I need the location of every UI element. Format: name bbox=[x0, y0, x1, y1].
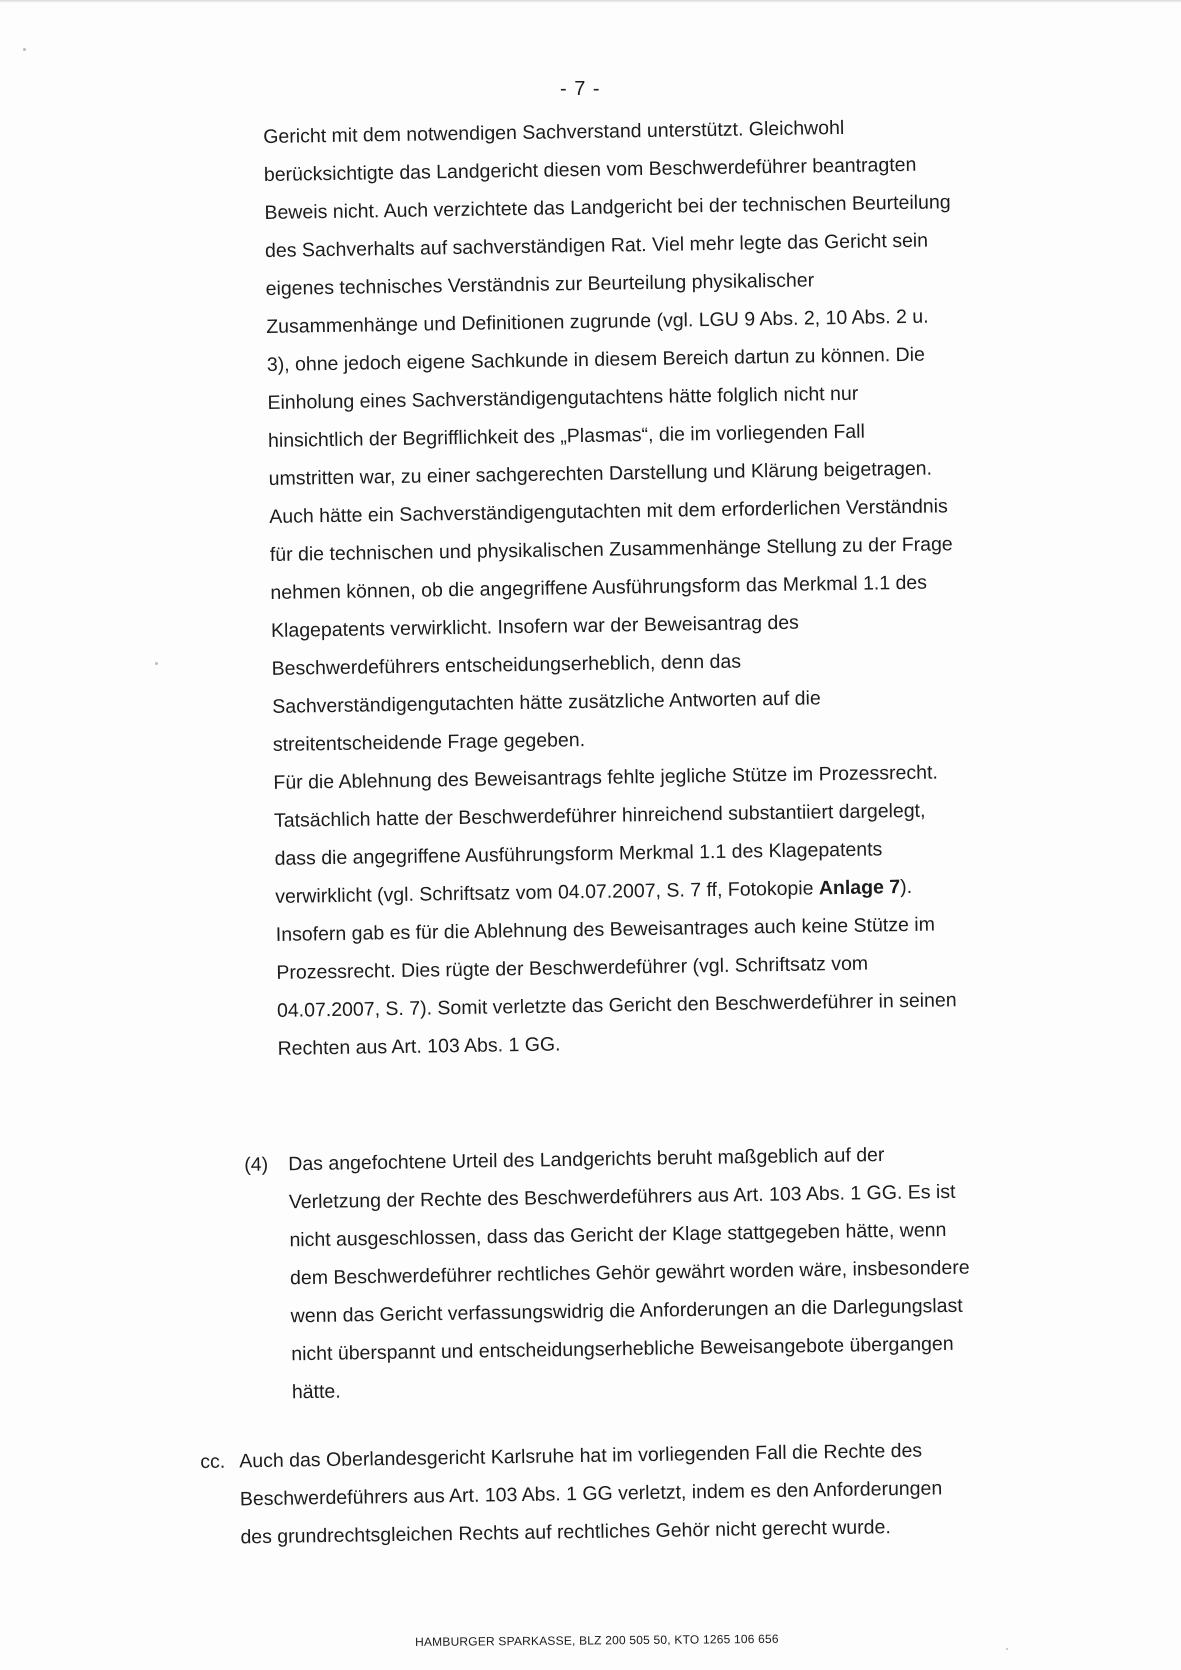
text-line: Beschwerdeführers entscheidungserheblich, denn das bbox=[271, 650, 742, 680]
text-line: Tatsächlich hatte der Beschwerdeführer hinreichend substantiiert dargelegt, bbox=[273, 799, 926, 832]
text-line: Das angefochtene Urteil des Landgerichts beruht maßgeblich auf der bbox=[288, 1143, 885, 1176]
text-line: 04.07.2007, S. 7). Somit verletzte das Gericht den Beschwerdeführer in seinen bbox=[276, 989, 957, 1022]
text-line: Insofern gab es für die Ablehnung des Beweisantrages auch keine Stütze im bbox=[275, 913, 936, 946]
text-line: Für die Ablehnung des Beweisantrags fehlte jegliche Stütze im Prozessrecht. bbox=[273, 761, 938, 794]
scan-speck bbox=[155, 662, 158, 665]
text-line: Klagepatents verwirklicht. Insofern war der Beweisantrag des bbox=[270, 611, 800, 642]
text-line: des grundrechtsgleichen Rechts auf rechtliches Gehör nicht gerecht wurde. bbox=[240, 1516, 891, 1549]
text-line: Verletzung der Rechte des Beschwerdeführers aus Art. 103 Abs. 1 GG. Es ist bbox=[288, 1180, 956, 1214]
text-line: wenn das Gericht verfassungswidrig die Anforderungen an die Darlegungslast bbox=[290, 1294, 963, 1328]
item-text bbox=[288, 1135, 972, 1412]
body-paragraph bbox=[263, 106, 1068, 1068]
scan-speck bbox=[23, 48, 26, 51]
scan-top-edge bbox=[0, 0, 1181, 3]
text-line: Gericht mit dem notwendigen Sachverstand unterstützt. Gleichwohl bbox=[263, 116, 845, 148]
scan-speck bbox=[1006, 1648, 1008, 1650]
text-line: Zusammenhänge und Definitionen zugrunde (vgl. LGU 9 Abs. 2, 10 Abs. 2 u. bbox=[266, 305, 929, 338]
text-line: des Sachverhalts auf sachverständigen Rat. Viel mehr legte das Gericht sein bbox=[264, 229, 929, 262]
section-marker: cc. bbox=[200, 1450, 226, 1473]
annex-reference: Anlage 7 bbox=[818, 876, 901, 900]
text-line: eigenes technisches Verständnis zur Beurteilung physikalischer bbox=[265, 269, 815, 300]
page-number: - 7 - bbox=[560, 78, 601, 100]
text-line: Rechten aus Art. 103 Abs. 1 GG. bbox=[277, 1033, 561, 1060]
text-line: Prozessrecht. Dies rügte der Beschwerdeführer (vgl. Schriftsatz vom bbox=[276, 952, 869, 984]
text-line: für die technischen und physikalischen Zusammenhänge Stellung zu der Frage bbox=[269, 533, 953, 566]
section-text bbox=[239, 1431, 943, 1556]
text-line: dem Beschwerdeführer rechtliches Gehör gewährt worden wäre, insbesondere bbox=[289, 1256, 970, 1290]
text-line: Beweis nicht. Auch verzichtete das Landgericht bei der technischen Beurteilung bbox=[264, 191, 951, 224]
text-line: Sachverständigengutachten hätte zusätzliche Antworten auf die bbox=[272, 687, 821, 718]
text-line: streitentscheidende Frage gegeben. bbox=[272, 729, 586, 756]
bank-footer: HAMBURGER SPARKASSE, BLZ 200 505 50, KTO 1265 106 656 bbox=[415, 1631, 779, 1649]
text-line: berücksichtigte das Landgericht diesen vom Beschwerdeführer beantragten bbox=[263, 153, 917, 186]
text-line: hätte. bbox=[291, 1380, 341, 1404]
text-line: nicht ausgeschlossen, dass das Gericht der Klage stattgegeben hätte, wenn bbox=[289, 1218, 947, 1252]
text-line: hinsichtlich der Begrifflichkeit des „Plasmas“, die im vorliegenden Fall bbox=[267, 420, 866, 452]
text-segment: ). bbox=[899, 875, 913, 899]
text-line: dass die angegriffene Ausführungsform Merkmal 1.1 des Klagepatents bbox=[274, 838, 883, 870]
text-line: Auch das Oberlandesgericht Karlsruhe hat im vorliegenden Fall die Rechte des bbox=[239, 1439, 923, 1473]
numbered-item-4 bbox=[244, 1133, 1064, 1404]
section-cc bbox=[200, 1429, 1060, 1549]
item-marker: (4) bbox=[244, 1153, 269, 1176]
text-line: nehmen können, ob die angegriffene Ausführungsform das Merkmal 1.1 des bbox=[270, 571, 928, 604]
text-line: Beschwerdeführers aus Art. 103 Abs. 1 GG verletzt, indem es den Anforderungen bbox=[239, 1477, 943, 1511]
text-line: Einholung eines Sachverständigengutachtens hätte folglich nicht nur bbox=[267, 382, 859, 414]
text-line: nicht überspannt und entscheidungserhebliche Beweisangebote übergangen bbox=[291, 1332, 954, 1366]
text-line: Auch hätte ein Sachverständigengutachten mit dem erforderlichen Verständnis bbox=[269, 495, 948, 528]
text-line: umstritten war, zu einer sachgerechten Darstellung und Klärung beigetragen. bbox=[268, 457, 933, 490]
text-segment: verwirklicht (vgl. Schriftsatz vom 04.07.2007, S. 7 ff, Fotokopie bbox=[275, 877, 820, 908]
text-line: 3), ohne jedoch eigene Sachkunde in diesem Bereich dartun zu können. Die bbox=[266, 343, 926, 376]
